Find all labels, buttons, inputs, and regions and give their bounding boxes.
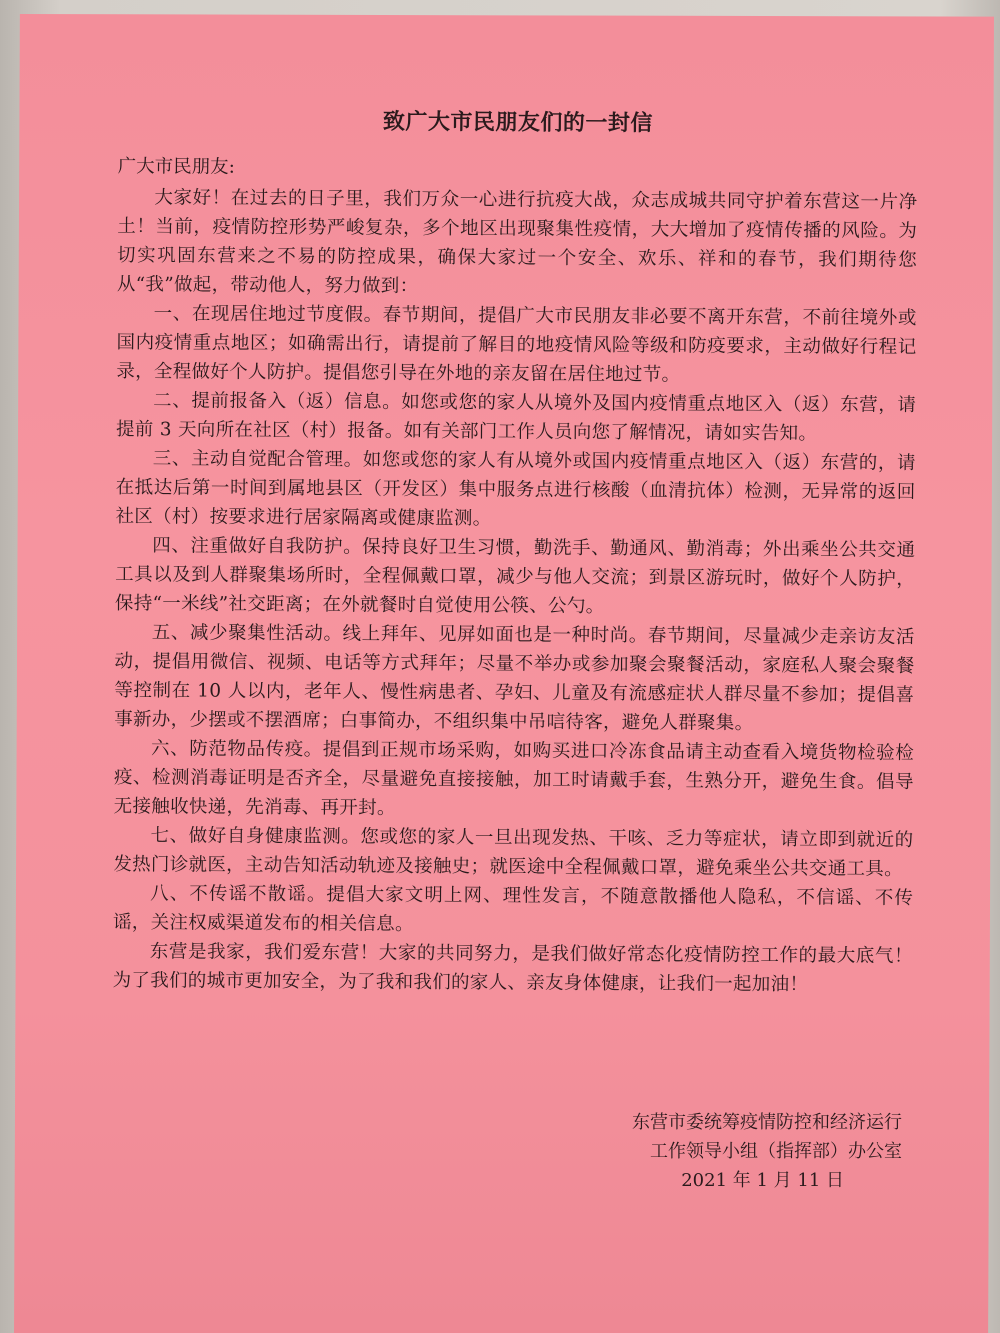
letter-salutation: 广大市民朋友: (117, 155, 235, 178)
letter-body (113, 104, 918, 1000)
paragraph-closing: 东营是我家，我们爱东营！大家的共同努力，是我们做好常态化疫情防控工作的最大底气！为了我们的城市更加安全，为了我和我们的家人、亲友身体健康，让我们一起加油！ (112, 941, 913, 996)
letter-title: 致广大市民朋友们的一封信 (382, 109, 653, 137)
paragraph-item-1: 一、在现居住地过节度假。春节期间，提倡广大市民朋友非必要不离开东营，不前往境外或国内疫情重点地区；如确需出行，请提前了解目的地疫情风险等级和防疫要求，主动做好行程记录，全程做好个人防护。提倡您引导在外地的亲友留在居住地过节。 (116, 303, 917, 386)
paragraph-item-6: 六、防范物品传疫。提倡到正规市场采购，如购买进口冷冻食品请主动查看入境货物检验检疫、检测消毒证明是否齐全，尽量避免直接接触，加工时请戴手套，生熟分开，避免生食。倡导无接触收快递，先消毒、再开封。 (113, 738, 915, 819)
paragraph-item-5: 五、减少聚集性活动。线上拜年、见屏如面也是一种时尚。春节期间，尽量减少走亲访友活动，提倡用微信、视频、电话等方式拜年；尽量不举办或参加聚会聚餐活动，家庭私人聚会聚餐等控制在 10 人以内，老年人、慢性病患者、孕妇、儿童及有流感症状人群尽量不参加；提倡喜事新办，少摆或不摆酒席；白事简办，不组织集中吊唁待客，避免人群聚集。 (114, 622, 915, 734)
signature-organization-line1: 东营市委统筹疫情防控和经济运行 (632, 1112, 902, 1133)
paragraph-item-4: 四、注重做好自我防护。保持良好卫生习惯，勤洗手、勤通风、勤消毒；外出乘坐公共交通工具以及到人群聚集场所时，全程佩戴口罩，减少与他人交流；到景区游玩时，做好个人防护，保持“一米线”社交距离；在外就餐时自觉使用公筷、公勺。 (114, 535, 916, 617)
paragraph-greeting: 大家好！在过去的日子里，我们万众一心进行抗疫大战，众志成城共同守护着东营这一片净土！当前，疫情防控形势严峻复杂，多个地区出现聚集性疫情，大大增加了疫情传播的风险。为切实巩固东营来之不易的防控成果，确保大家过一个安全、欢乐、祥和的春节，我们期待您从“我”做起，带动他人，努力做到： (116, 187, 918, 297)
signature-date: 2021 年 1 月 11 日 (681, 1170, 844, 1191)
paragraph-item-3: 三、主动自觉配合管理。如您或您的家人有从境外或国内疫情重点地区入（返）东营的，请在抵达后第一时间到属地县区（开发区）集中服务点进行核酸（血清抗体）检测，无异常的返回社区（村）按要求进行居家隔离或健康监测。 (115, 448, 916, 530)
letter-signature (632, 1108, 902, 1195)
paragraph-item-7: 七、做好自身健康监测。您或您的家人一旦出现发热、干咳、乏力等症状，请立即到就近的发热门诊就医，主动告知活动轨迹及接触史；就医途中全程佩戴口罩，避免乘坐公共交通工具。 (113, 825, 914, 880)
paragraph-item-2: 二、提前报备入（返）信息。如您或您的家人从境外及国内疫情重点地区入（返）东营，请提前 3 天向所在社区（村）报备。如有关部门工作人员向您了解情况，请如实告知。 (115, 390, 917, 445)
paragraph-item-8: 八、不传谣不散谣。提倡大家文明上网、理性发言，不随意散播他人隐私，不信谣、不传谣，关注权威渠道发布的相关信息。 (112, 883, 914, 935)
signature-organization-line2: 工作领导小组（指挥部）办公室 (650, 1141, 902, 1162)
